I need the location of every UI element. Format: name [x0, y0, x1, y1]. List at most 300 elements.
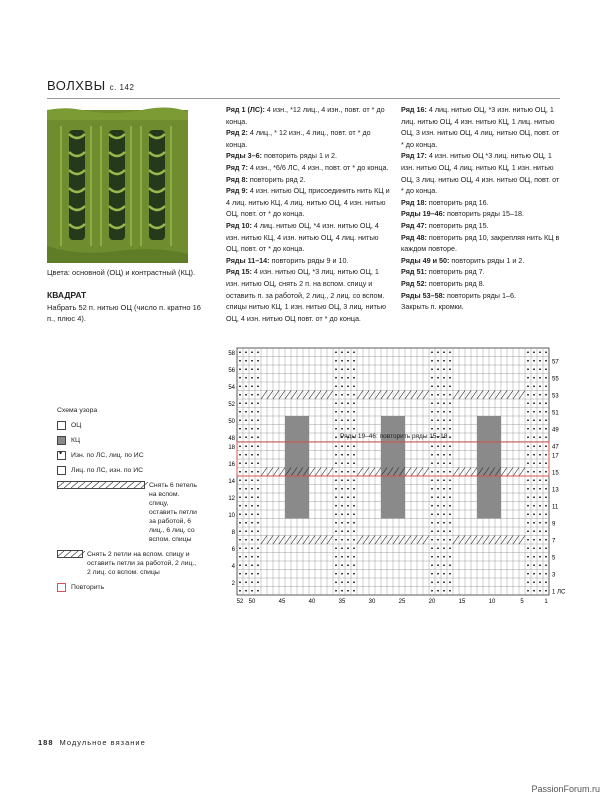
row-number-left: 2 — [231, 580, 235, 587]
colors-note: Цвета: основной (ОЦ) и контрастный (КЦ). — [47, 268, 196, 277]
purl-dot — [251, 377, 253, 379]
purl-dot — [257, 411, 259, 413]
row-number-left: 54 — [228, 384, 235, 391]
row-number-right: 51 — [552, 410, 559, 417]
purl-dot — [545, 556, 547, 558]
purl-dot — [335, 505, 337, 507]
purl-dot — [347, 471, 349, 473]
purl-dot — [539, 556, 541, 558]
column-number: 50 — [248, 599, 256, 605]
purl-dot — [245, 581, 247, 583]
instructions-column-2 — [401, 104, 563, 313]
purl-dot — [251, 564, 253, 566]
purl-dot — [545, 394, 547, 396]
purl-dot — [431, 539, 433, 541]
purl-dot — [527, 556, 529, 558]
purl-dot — [539, 428, 541, 430]
instruction-row-text: 4 изн. нитью ОЦ, присоединить нить КЦ и 4 лиц. нитью КЦ, 4 лиц. нитью ОЦ, 4 изн. нитью ОЦ, повт. от * до конца. — [226, 186, 390, 219]
purl-dot — [335, 564, 337, 566]
purl-dot — [341, 462, 343, 464]
purl-dot — [245, 505, 247, 507]
purl-dot — [257, 522, 259, 524]
purl-dot — [353, 479, 355, 481]
purl-dot — [347, 581, 349, 583]
purl-dot — [545, 590, 547, 592]
purl-dot — [527, 513, 529, 515]
instruction-row-text: повторить ряды 1–6. — [444, 290, 516, 300]
purl-dot — [533, 351, 535, 353]
purl-dot — [257, 360, 259, 362]
purl-dot — [251, 496, 253, 498]
purl-dot — [335, 394, 337, 396]
purl-dot — [353, 522, 355, 524]
instruction-row — [226, 220, 391, 255]
legend-label: Снять 2 петли на вспом. спицу и оставить петли за работой, 2 лиц., 2 лиц. со вспом. спицы — [87, 551, 197, 576]
purl-dot — [431, 564, 433, 566]
purl-dot — [533, 479, 535, 481]
purl-dot — [341, 368, 343, 370]
purl-dot — [335, 385, 337, 387]
instruction-row — [226, 185, 391, 220]
purl-dot — [437, 377, 439, 379]
purl-dot — [437, 547, 439, 549]
purl-dot — [245, 436, 247, 438]
purl-dot — [545, 573, 547, 575]
purl-dot — [251, 556, 253, 558]
row-number-left: 16 — [228, 461, 235, 468]
purl-dot — [449, 530, 451, 532]
purl-dot — [443, 402, 445, 404]
purl-dot — [443, 547, 445, 549]
purl-dot — [353, 556, 355, 558]
instructions-column-1 — [226, 104, 391, 324]
column-number: 45 — [278, 599, 286, 605]
purl-dot — [341, 488, 343, 490]
purl-dot — [443, 513, 445, 515]
column-number: 35 — [338, 599, 346, 605]
purl-dot-square-icon — [57, 451, 66, 460]
purl-dot — [245, 428, 247, 430]
legend-title: Схема узора — [57, 407, 98, 414]
purl-dot — [239, 394, 241, 396]
purl-dot — [527, 479, 529, 481]
purl-dot — [335, 513, 337, 515]
purl-dot — [239, 428, 241, 430]
purl-dot — [539, 547, 541, 549]
purl-dot — [443, 394, 445, 396]
purl-dot — [335, 539, 337, 541]
page-number: 188 — [38, 738, 54, 747]
purl-dot — [431, 402, 433, 404]
purl-dot — [449, 513, 451, 515]
purl-dot — [545, 479, 547, 481]
purl-dot — [527, 547, 529, 549]
purl-dot — [347, 505, 349, 507]
purl-dot — [341, 539, 343, 541]
instruction-row-text: повторить ряд 15. — [426, 220, 489, 230]
purl-dot — [533, 590, 535, 592]
purl-dot — [437, 368, 439, 370]
purl-dot — [527, 462, 529, 464]
purl-dot — [251, 573, 253, 575]
cable-2-2-symbol-icon — [57, 550, 83, 558]
purl-dot — [437, 590, 439, 592]
purl-dot — [239, 488, 241, 490]
purl-dot — [347, 479, 349, 481]
purl-dot — [527, 368, 529, 370]
purl-dot — [539, 394, 541, 396]
purl-dot — [437, 505, 439, 507]
purl-dot — [341, 377, 343, 379]
purl-dot — [533, 539, 535, 541]
instruction-row-heading: Ряды 49 и 50: — [401, 255, 450, 265]
purl-dot — [353, 530, 355, 532]
purl-dot — [431, 454, 433, 456]
instruction-row-heading: Ряд 2: — [226, 128, 248, 138]
purl-dot — [437, 445, 439, 447]
purl-dot — [353, 394, 355, 396]
purl-dot — [347, 419, 349, 421]
purl-dot — [239, 556, 241, 558]
purl-dot — [545, 462, 547, 464]
purl-dot — [251, 505, 253, 507]
purl-dot — [257, 454, 259, 456]
purl-dot — [533, 394, 535, 396]
purl-dot — [527, 402, 529, 404]
purl-dot — [239, 496, 241, 498]
title-rule — [47, 98, 560, 99]
watermark: PassionForum.ru — [531, 784, 600, 794]
pattern-title — [47, 78, 134, 93]
purl-dot — [545, 454, 547, 456]
row-number-left: 8 — [231, 529, 235, 536]
purl-dot — [347, 428, 349, 430]
instruction-row-text: повторить ряд 16. — [426, 197, 489, 207]
purl-dot — [527, 377, 529, 379]
purl-dot — [443, 539, 445, 541]
purl-dot — [449, 556, 451, 558]
purl-dot — [257, 556, 259, 558]
purl-dot — [533, 581, 535, 583]
purl-dot — [353, 590, 355, 592]
purl-dot — [431, 368, 433, 370]
purl-dot — [533, 513, 535, 515]
instruction-row-text: повторить ряды 1 и 2. — [261, 151, 337, 161]
purl-dot — [347, 496, 349, 498]
purl-dot — [437, 462, 439, 464]
purl-dot — [539, 411, 541, 413]
purl-dot — [335, 411, 337, 413]
purl-dot — [533, 368, 535, 370]
purl-dot — [449, 590, 451, 592]
purl-dot — [239, 419, 241, 421]
row-number-left: 6 — [231, 546, 235, 553]
purl-dot — [239, 513, 241, 515]
legend-label: КЦ — [71, 437, 80, 444]
purl-dot — [545, 402, 547, 404]
purl-dot — [539, 573, 541, 575]
purl-dot — [449, 539, 451, 541]
purl-dot — [335, 547, 337, 549]
purl-dot — [257, 419, 259, 421]
purl-dot — [347, 530, 349, 532]
purl-dot — [353, 496, 355, 498]
purl-dot — [341, 513, 343, 515]
instruction-row-heading: Ряд 48: — [401, 232, 427, 242]
purl-dot — [239, 590, 241, 592]
purl-dot — [533, 573, 535, 575]
purl-dot — [251, 445, 253, 447]
purl-dot — [545, 419, 547, 421]
purl-dot — [527, 419, 529, 421]
purl-dot — [257, 402, 259, 404]
purl-dot — [257, 462, 259, 464]
purl-dot — [251, 581, 253, 583]
purl-dot — [533, 564, 535, 566]
purl-dot — [437, 419, 439, 421]
purl-dot — [239, 402, 241, 404]
purl-dot — [257, 530, 259, 532]
purl-dot — [539, 360, 541, 362]
purl-dot — [443, 368, 445, 370]
purl-dot — [431, 590, 433, 592]
instruction-row — [401, 208, 563, 220]
contrast-color-square-icon — [57, 436, 66, 445]
purl-dot — [335, 402, 337, 404]
purl-dot — [335, 368, 337, 370]
purl-dot — [431, 522, 433, 524]
purl-dot — [245, 385, 247, 387]
instruction-row-text: 4 изн., *12 лиц., 4 изн., повт. от * до конца. — [226, 105, 385, 126]
purl-dot — [251, 428, 253, 430]
purl-dot — [245, 394, 247, 396]
instruction-row-text: 4 лиц. нитью ОЦ, *4 изн. нитью ОЦ, 4 изн. нитью КЦ, 4 изн. нитью ОЦ, 4 лиц. нитью ОЦ, повт. от * до конца. — [226, 220, 379, 254]
purl-dot — [437, 556, 439, 558]
purl-dot — [239, 436, 241, 438]
purl-dot — [545, 368, 547, 370]
purl-dot — [257, 479, 259, 481]
purl-dot — [257, 496, 259, 498]
purl-dot — [539, 513, 541, 515]
page-footer — [38, 738, 146, 747]
purl-dot — [353, 368, 355, 370]
purl-dot — [347, 402, 349, 404]
purl-dot — [539, 479, 541, 481]
purl-dot — [335, 471, 337, 473]
purl-dot — [431, 411, 433, 413]
purl-dot — [251, 402, 253, 404]
purl-dot — [539, 488, 541, 490]
legend-item — [57, 583, 197, 592]
instruction-row-heading: Ряд 10: — [226, 220, 252, 230]
purl-dot — [533, 547, 535, 549]
purl-dot — [335, 573, 337, 575]
purl-dot — [437, 411, 439, 413]
book-title: Модульное вязание — [59, 738, 146, 747]
purl-dot — [341, 454, 343, 456]
purl-dot — [533, 496, 535, 498]
purl-dot — [239, 445, 241, 447]
purl-dot — [449, 351, 451, 353]
purl-dot — [347, 547, 349, 549]
purl-dot — [527, 522, 529, 524]
purl-dot — [437, 581, 439, 583]
purl-dot — [449, 471, 451, 473]
purl-dot — [443, 411, 445, 413]
purl-dot — [347, 394, 349, 396]
legend-item — [57, 436, 197, 445]
purl-dot — [443, 471, 445, 473]
purl-dot — [431, 505, 433, 507]
cable-6-6-symbol-icon — [57, 481, 145, 489]
purl-dot — [341, 402, 343, 404]
purl-dot — [545, 445, 547, 447]
purl-dot — [533, 454, 535, 456]
purl-dot — [539, 402, 541, 404]
instruction-row-text: повторить ряд 8. — [426, 278, 485, 288]
purl-dot — [539, 419, 541, 421]
instruction-row — [226, 150, 391, 162]
instruction-row-heading: Ряд 51: — [401, 267, 427, 277]
purl-dot — [335, 445, 337, 447]
repeat-note: Ряды 19–46: повторить ряды 15–18 — [340, 433, 448, 440]
purl-dot — [245, 454, 247, 456]
instruction-row-heading: Ряд 15: — [226, 267, 252, 277]
purl-dot — [257, 590, 259, 592]
purl-dot — [527, 590, 529, 592]
purl-dot — [449, 505, 451, 507]
row-number-right: 9 — [552, 521, 556, 528]
purl-dot — [239, 547, 241, 549]
purl-dot — [437, 479, 439, 481]
row-number-left: 58 — [228, 350, 235, 357]
purl-dot — [335, 590, 337, 592]
purl-dot — [239, 377, 241, 379]
purl-dot — [341, 505, 343, 507]
column-number: 1 — [544, 599, 548, 605]
purl-dot — [257, 564, 259, 566]
title-text: ВОЛХВЫ — [47, 78, 106, 93]
legend-item — [57, 451, 197, 460]
purl-dot — [239, 471, 241, 473]
purl-dot — [527, 351, 529, 353]
instruction-row-heading: Ряды 53–58: — [401, 290, 445, 300]
purl-dot — [533, 522, 535, 524]
purl-dot — [449, 522, 451, 524]
purl-dot — [545, 505, 547, 507]
purl-dot — [239, 505, 241, 507]
purl-dot — [449, 394, 451, 396]
purl-dot — [431, 360, 433, 362]
purl-dot — [341, 564, 343, 566]
purl-dot — [437, 488, 439, 490]
purl-dot — [533, 360, 535, 362]
purl-dot — [431, 488, 433, 490]
purl-dot — [239, 479, 241, 481]
instruction-row-text: 4 лиц., * 12 изн., 4 лиц., повт. от * до конца. — [226, 128, 371, 149]
instruction-row — [401, 278, 563, 290]
purl-dot — [449, 573, 451, 575]
purl-dot — [251, 547, 253, 549]
purl-dot — [251, 471, 253, 473]
purl-dot — [545, 513, 547, 515]
purl-dot — [449, 411, 451, 413]
purl-dot — [527, 445, 529, 447]
column-number: 15 — [458, 599, 466, 605]
legend-label: Изн. по ЛС, лиц. по ИС — [71, 452, 144, 459]
chart-rows-1-18 — [227, 440, 577, 605]
chart-legend — [57, 406, 197, 598]
purl-dot — [335, 436, 337, 438]
instruction-row-heading: Ряд 16: — [401, 105, 427, 114]
row-number-right: 15 — [552, 470, 559, 477]
purl-dot — [341, 581, 343, 583]
purl-dot — [251, 488, 253, 490]
purl-dot — [443, 505, 445, 507]
purl-dot — [245, 556, 247, 558]
instruction-row-heading: Ряды 3–6: — [226, 151, 262, 161]
row-number-left: 18 — [228, 444, 235, 451]
purl-dot — [353, 564, 355, 566]
column-number: 10 — [488, 599, 496, 605]
purl-dot — [437, 564, 439, 566]
purl-dot — [347, 360, 349, 362]
purl-dot — [449, 402, 451, 404]
purl-dot — [431, 377, 433, 379]
row-number-left: 4 — [231, 563, 235, 570]
purl-dot — [341, 360, 343, 362]
purl-dot — [533, 377, 535, 379]
purl-dot — [431, 496, 433, 498]
legend-label: ОЦ — [71, 422, 82, 429]
row-number-right: 49 — [552, 427, 559, 434]
purl-dot — [443, 462, 445, 464]
purl-dot — [257, 445, 259, 447]
purl-dot — [257, 377, 259, 379]
instruction-row — [401, 197, 563, 209]
purl-dot — [437, 351, 439, 353]
purl-dot — [545, 471, 547, 473]
row-number-right: 17 — [552, 453, 559, 460]
purl-dot — [251, 360, 253, 362]
purl-dot — [431, 530, 433, 532]
instruction-row — [226, 255, 391, 267]
instruction-row-heading: Ряды 11–14: — [226, 255, 270, 265]
purl-dot — [449, 445, 451, 447]
purl-dot — [431, 547, 433, 549]
purl-dot — [527, 573, 529, 575]
purl-dot — [335, 581, 337, 583]
purl-dot — [527, 385, 529, 387]
purl-dot — [539, 462, 541, 464]
purl-dot — [245, 411, 247, 413]
purl-dot — [545, 547, 547, 549]
purl-dot — [239, 368, 241, 370]
purl-dot — [449, 428, 451, 430]
purl-dot — [335, 530, 337, 532]
column-number: 40 — [308, 599, 316, 605]
purl-dot — [341, 445, 343, 447]
legend-label: Повторить — [71, 584, 105, 591]
purl-dot — [437, 394, 439, 396]
purl-dot — [353, 539, 355, 541]
purl-dot — [257, 428, 259, 430]
instruction-row — [401, 266, 563, 278]
purl-dot — [257, 471, 259, 473]
purl-dot — [431, 479, 433, 481]
purl-dot — [335, 428, 337, 430]
purl-dot — [431, 556, 433, 558]
